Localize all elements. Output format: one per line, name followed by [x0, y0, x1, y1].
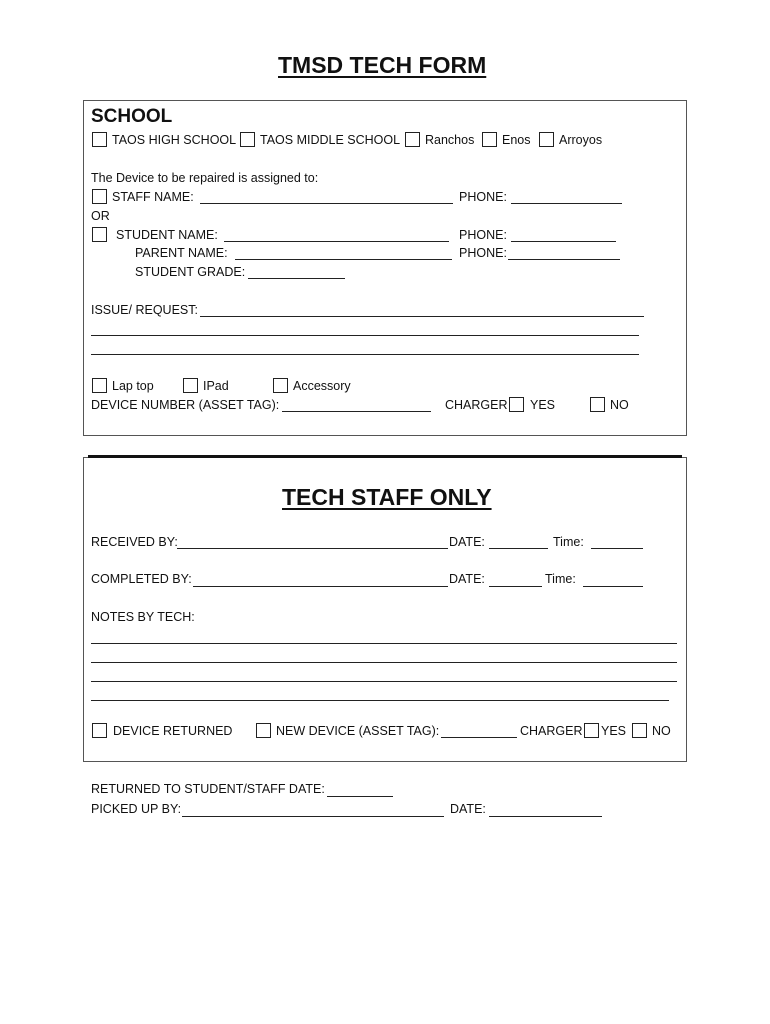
checkbox-charger-yes[interactable]: [509, 397, 524, 412]
tech-section-divider: [88, 455, 682, 458]
checkbox-tech-charger-yes[interactable]: [584, 723, 599, 738]
completed-date-label: DATE:: [449, 572, 485, 586]
notes-field-1[interactable]: [91, 643, 677, 644]
notes-field-2[interactable]: [91, 662, 677, 663]
label-ipad: IPad: [203, 379, 229, 393]
assigned-to-label: The Device to be repaired is assigned to:: [91, 171, 319, 185]
notes-by-tech-label: NOTES BY TECH:: [91, 610, 195, 624]
checkbox-charger-no[interactable]: [590, 397, 605, 412]
charger-label: CHARGER: [445, 398, 508, 412]
received-date-field[interactable]: [489, 548, 548, 549]
received-by-field[interactable]: [177, 548, 448, 549]
checkbox-new-device[interactable]: [256, 723, 271, 738]
student-name-field[interactable]: [224, 241, 449, 242]
completed-time-field[interactable]: [583, 586, 643, 587]
staff-phone-field[interactable]: [511, 203, 622, 204]
label-charger-no: NO: [610, 398, 629, 412]
checkbox-taos-high-school[interactable]: [92, 132, 107, 147]
label-accessory: Accessory: [293, 379, 351, 393]
tech-charger-label: CHARGER: [520, 724, 583, 738]
staff-phone-label: PHONE:: [459, 190, 507, 204]
label-taos-middle-school: TAOS MIDDLE SCHOOL: [260, 133, 401, 147]
returned-date-field[interactable]: [327, 796, 393, 797]
student-name-label: STUDENT NAME:: [116, 228, 218, 242]
checkbox-accessory[interactable]: [273, 378, 288, 393]
checkbox-staff[interactable]: [92, 189, 107, 204]
parent-phone-field[interactable]: [508, 259, 620, 260]
tech-staff-heading: TECH STAFF ONLY: [282, 484, 492, 510]
completed-by-field[interactable]: [193, 586, 448, 587]
issue-request-field-2[interactable]: [91, 335, 639, 336]
issue-request-field-3[interactable]: [91, 354, 639, 355]
notes-field-3[interactable]: [91, 681, 677, 682]
checkbox-arroyos[interactable]: [539, 132, 554, 147]
checkbox-enos[interactable]: [482, 132, 497, 147]
checkbox-device-returned[interactable]: [92, 723, 107, 738]
picked-up-date-label: DATE:: [450, 802, 486, 816]
checkbox-ipad[interactable]: [183, 378, 198, 393]
student-phone-label: PHONE:: [459, 228, 507, 242]
label-laptop: Lap top: [112, 379, 154, 393]
label-ranchos: Ranchos: [425, 133, 475, 147]
parent-phone-label: PHONE:: [459, 246, 507, 260]
student-grade-field[interactable]: [248, 278, 345, 279]
received-by-label: RECEIVED BY:: [91, 535, 178, 549]
label-tech-charger-no: NO: [652, 724, 671, 738]
received-time-field[interactable]: [591, 548, 643, 549]
checkbox-taos-middle-school[interactable]: [240, 132, 255, 147]
device-number-label: DEVICE NUMBER (ASSET TAG):: [91, 398, 280, 412]
parent-name-field[interactable]: [235, 259, 452, 260]
checkbox-ranchos[interactable]: [405, 132, 420, 147]
student-grade-label: STUDENT GRADE:: [135, 265, 246, 279]
school-heading: SCHOOL: [91, 106, 173, 127]
returned-to-label: RETURNED TO STUDENT/STAFF DATE:: [91, 782, 325, 796]
received-date-label: DATE:: [449, 535, 485, 549]
or-label: OR: [91, 209, 110, 223]
staff-name-field[interactable]: [200, 203, 453, 204]
completed-date-field[interactable]: [489, 586, 542, 587]
label-arroyos: Arroyos: [559, 133, 603, 147]
picked-up-date-field[interactable]: [489, 816, 602, 817]
checkbox-tech-charger-no[interactable]: [632, 723, 647, 738]
completed-by-label: COMPLETED BY:: [91, 572, 192, 586]
picked-up-by-label: PICKED UP BY:: [91, 802, 182, 816]
student-phone-field[interactable]: [511, 241, 616, 242]
issue-request-field-1[interactable]: [200, 316, 644, 317]
label-taos-high-school: TAOS HIGH SCHOOL: [112, 133, 237, 147]
completed-time-label: Time:: [545, 572, 576, 586]
checkbox-laptop[interactable]: [92, 378, 107, 393]
device-number-field[interactable]: [282, 411, 431, 412]
new-device-label: NEW DEVICE (ASSET TAG):: [276, 724, 440, 738]
notes-field-4[interactable]: [91, 700, 669, 701]
label-charger-yes: YES: [530, 398, 556, 412]
device-returned-label: DEVICE RETURNED: [113, 724, 233, 738]
checkbox-student[interactable]: [92, 227, 107, 242]
issue-request-label: ISSUE/ REQUEST:: [91, 303, 198, 317]
staff-name-label: STAFF NAME:: [112, 190, 194, 204]
picked-up-by-field[interactable]: [182, 816, 444, 817]
parent-name-label: PARENT NAME:: [135, 246, 228, 260]
received-time-label: Time:: [553, 535, 584, 549]
label-tech-charger-yes: YES: [601, 724, 627, 738]
label-enos: Enos: [502, 133, 531, 147]
form-title: TMSD TECH FORM: [278, 52, 487, 78]
new-device-asset-tag-field[interactable]: [441, 737, 517, 738]
